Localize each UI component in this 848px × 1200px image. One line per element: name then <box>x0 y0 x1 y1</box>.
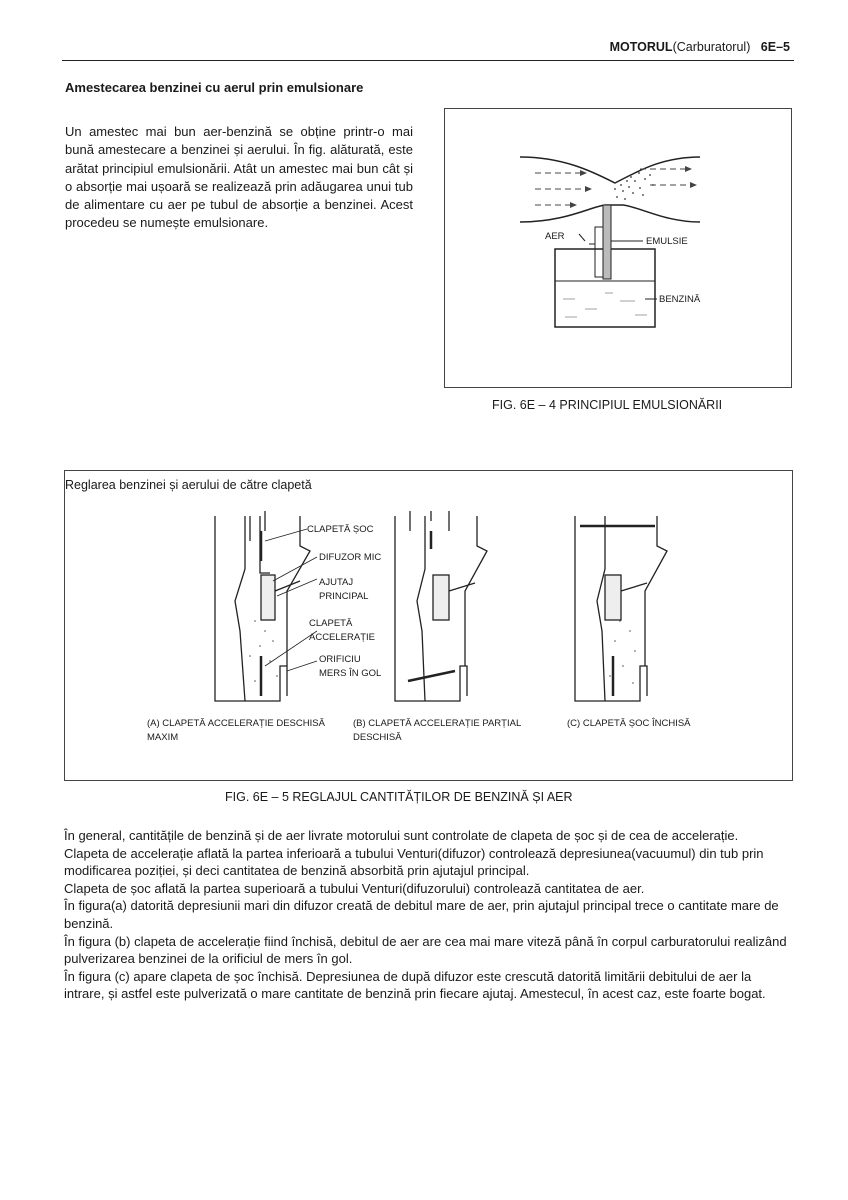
body-paragraph-1: În general, cantitățile de benzină și de aer livrate motorului sunt controlate de clapeta de șoc și de cea de accelerație. <box>64 828 739 843</box>
figure-emulsion-box <box>444 108 792 388</box>
subcaption-a-line2: MAXIM <box>147 732 179 743</box>
body-paragraph-2: Clapeta de accelerație aflată la partea inferioară a tubului Venturi(difuzor) controlează depresiunea(vacuumul) din tub prin modificarea poziției, și deci cantitatea de benzină absorbită prin ajutajul principal. <box>64 845 764 879</box>
figure-4-caption: FIG. 6E – 4 PRINCIPIUL EMULSIONĂRII <box>492 398 723 412</box>
fuel-label: BENZINĂ <box>659 294 701 305</box>
air-label: AER <box>545 231 565 242</box>
label-main-jet-1: AJUTAJ <box>319 577 354 588</box>
subcaption-b <box>353 717 521 745</box>
header-section: MOTORUL <box>609 40 673 54</box>
emulsion-diagram <box>445 109 793 389</box>
label-throttle-2: ACCELERAȚIE <box>309 632 375 643</box>
body-paragraph-4: În figura(a) datorită depresiunii mari din difuzor creată de debitul mare de aer, prin ajutajul principal trece o cantitate mare de benzină. <box>64 898 779 931</box>
subcaption-c: (C) CLAPETĂ ȘOC ÎNCHISĂ <box>567 718 691 729</box>
carburettor-a <box>215 511 310 701</box>
subcaption-a <box>147 717 325 745</box>
intro-paragraph: Un amestec mai bun aer-benzină se obține printr-o mai bună amestecare a benzinei și aerului. În fig. alăturată, este arătat principiul emulsionării. Atât un amestec mai bun cât și o absorție mai ușoară se realizează prin adăugarea unui tub de alimentare cu aer pe tubul de absorție a benzinei. Acest procedeu se numește emulsionare. <box>65 124 413 231</box>
header-rule <box>62 60 794 61</box>
label-main-jet-2: PRINCIPAL <box>319 591 369 602</box>
emulsion-label: EMULSIE <box>646 236 688 247</box>
body-paragraph-5: În figura (b) clapeta de accelerație fiind închisă, debitul de aer are cea mai mare viteză până în corpul carburatorului realizând pulverizarea benzinei de la orificiul de mers în gol. <box>64 933 787 967</box>
subcaption-b-line2: DESCHISĂ <box>353 732 402 743</box>
label-idle-1: ORIFICIU <box>319 654 361 665</box>
subcaption-b-line1: (B) CLAPETĂ ACCELERAȚIE PARȚIAL <box>353 718 522 729</box>
subcaption-a-line1: (A) CLAPETĂ ACCELERAȚIE DESCHISĂ <box>147 718 325 729</box>
carburettor-b <box>395 511 487 701</box>
label-small-venturi: DIFUZOR MIC <box>319 552 382 563</box>
page-number: 6E–5 <box>760 40 790 54</box>
label-idle-2: MERS ÎN GOL <box>319 668 382 679</box>
body-paragraph-6: În figura (c) apare clapeta de șoc închisă. Depresiunea de după difuzor este crescută datorită limitării debitului de aer la intrare, și astfel este pulverizată o mare cantitate de benzină prin fiecare ajutaj. Amestecul, în acest caz, este foarte bogat. <box>64 968 766 1002</box>
label-throttle-1: CLAPETĂ <box>309 618 353 629</box>
page-header <box>610 40 790 54</box>
figure-5-caption: FIG. 6E – 5 REGLAJUL CANTITĂȚILOR DE BENZINĂ ȘI AER <box>225 790 573 804</box>
section-title: Amestecarea benzinei cu aerul prin emulsionare <box>65 80 364 95</box>
carburettor-c <box>575 516 667 701</box>
header-chapter: (Carburatorul) <box>672 40 751 54</box>
body-paragraph-3: Clapeta de șoc aflată la partea superioară a tubului Venturi(difuzorului) controlează cantitatea de aer. <box>64 880 645 896</box>
body-text <box>64 827 794 1003</box>
figure-5-title: Reglarea benzinei și aerului de către clapetă <box>65 478 312 492</box>
label-choke: CLAPETĂ ȘOC <box>307 524 374 535</box>
